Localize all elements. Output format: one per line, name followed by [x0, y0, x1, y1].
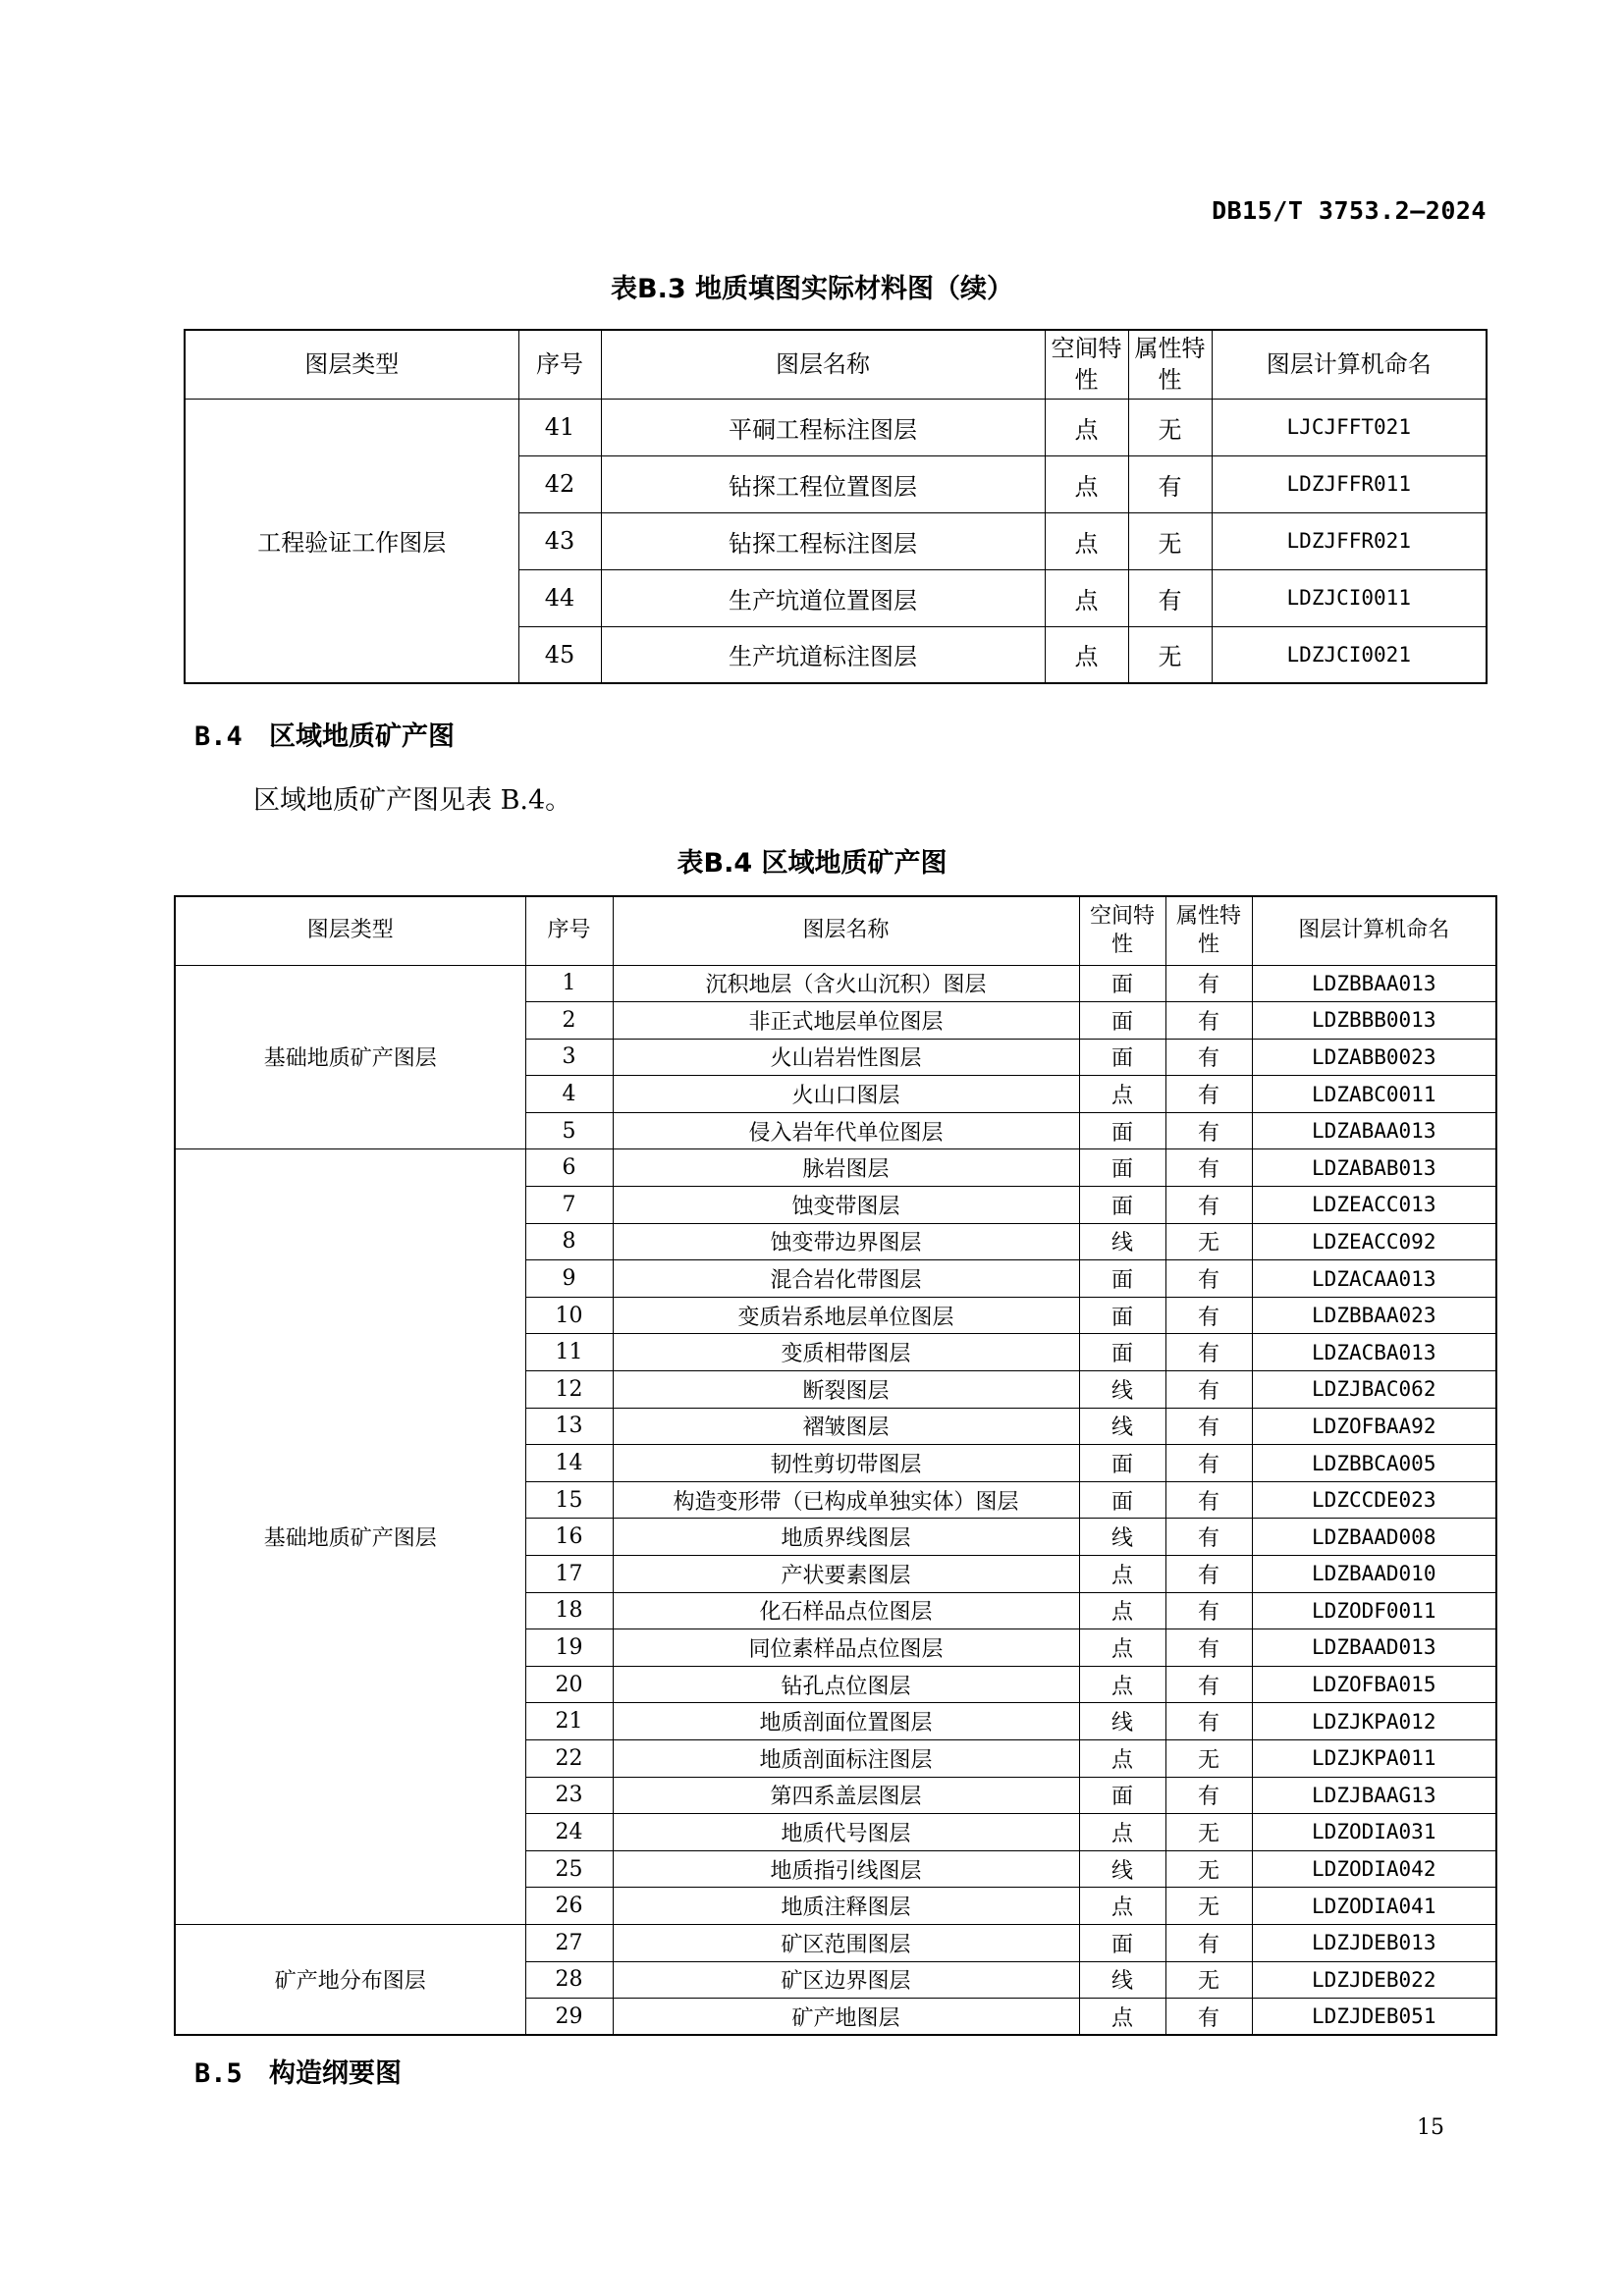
layer-name-cell: 蚀变带边界图层: [613, 1223, 1079, 1260]
spatial-feature-cell: 面: [1079, 1334, 1165, 1371]
spatial-feature-cell: 点: [1079, 1076, 1165, 1113]
row-number-cell: 14: [525, 1445, 613, 1482]
spatial-feature-cell: 面: [1079, 1002, 1165, 1040]
spatial-feature-cell: 点: [1079, 1739, 1165, 1777]
layer-code-cell: LDZODIA041: [1252, 1888, 1496, 1925]
layer-code-cell: LDZBBB0013: [1252, 1002, 1496, 1040]
layer-code-cell: LDZABAA013: [1252, 1112, 1496, 1149]
attribute-feature-cell: 无: [1128, 626, 1212, 683]
spatial-feature-cell: 点: [1079, 1999, 1165, 2036]
row-number-cell: 7: [525, 1187, 613, 1224]
spatial-feature-cell: 面: [1079, 1924, 1165, 1961]
attribute-feature-cell: 有: [1165, 1519, 1252, 1556]
layer-name-cell: 侵入岩年代单位图层: [613, 1112, 1079, 1149]
layer-code-cell: LDZBBAA023: [1252, 1297, 1496, 1334]
layer-type-cell: 矿产地分布图层: [175, 1924, 525, 2035]
column-header: 图层类型: [185, 330, 518, 399]
row-number-cell: 2: [525, 1002, 613, 1040]
row-number-cell: 23: [525, 1777, 613, 1814]
spatial-feature-cell: 面: [1079, 1445, 1165, 1482]
layer-code-cell: LDZEACC092: [1252, 1223, 1496, 1260]
layer-name-cell: 褶皱图层: [613, 1408, 1079, 1445]
attribute-feature-cell: 无: [1165, 1850, 1252, 1888]
document-code: DB15/T 3753.2—2024: [1212, 196, 1487, 225]
layer-code-cell: LDZJBAAG13: [1252, 1777, 1496, 1814]
attribute-feature-cell: 无: [1165, 1814, 1252, 1851]
row-number-cell: 27: [525, 1924, 613, 1961]
section-number: B.4: [194, 721, 243, 752]
attribute-feature-cell: 无: [1165, 1961, 1252, 1999]
layer-name-cell: 地质代号图层: [613, 1814, 1079, 1851]
row-number-cell: 24: [525, 1814, 613, 1851]
attribute-feature-cell: 有: [1165, 1445, 1252, 1482]
layer-name-cell: 火山口图层: [613, 1076, 1079, 1113]
attribute-feature-cell: 有: [1165, 1999, 1252, 2036]
attribute-feature-cell: 无: [1128, 399, 1212, 455]
column-header: 属性特性: [1128, 330, 1212, 399]
row-number-cell: 28: [525, 1961, 613, 1999]
spatial-feature-cell: 面: [1079, 1297, 1165, 1334]
table-row: [175, 965, 1496, 1002]
attribute-feature-cell: 有: [1165, 1002, 1252, 1040]
row-number-cell: 29: [525, 1999, 613, 2036]
layer-name-cell: 火山岩岩性图层: [613, 1039, 1079, 1076]
row-number-cell: 4: [525, 1076, 613, 1113]
layer-code-cell: LDZBBAA013: [1252, 965, 1496, 1002]
table-row: [185, 399, 1487, 455]
layer-code-cell: LDZCCDE023: [1252, 1481, 1496, 1519]
layer-code-cell: LJCJFFT021: [1212, 399, 1487, 455]
layer-code-cell: LDZACAA013: [1252, 1260, 1496, 1298]
row-number-cell: 1: [525, 965, 613, 1002]
attribute-feature-cell: 有: [1165, 1371, 1252, 1409]
row-number-cell: 12: [525, 1371, 613, 1409]
layer-code-cell: LDZJCI0011: [1212, 569, 1487, 626]
row-number-cell: 21: [525, 1703, 613, 1740]
layer-name-cell: 钻探工程标注图层: [601, 512, 1045, 569]
layer-code-cell: LDZOFBA015: [1252, 1666, 1496, 1703]
attribute-feature-cell: 有: [1165, 1592, 1252, 1629]
attribute-feature-cell: 有: [1128, 455, 1212, 512]
spatial-feature-cell: 面: [1079, 1039, 1165, 1076]
table-b3-caption: 表B.3 地质填图实际材料图（续）: [610, 274, 1014, 304]
layer-name-cell: 矿区范围图层: [613, 1924, 1079, 1961]
layer-name-cell: 地质剖面位置图层: [613, 1703, 1079, 1740]
layer-code-cell: LDZODIA031: [1252, 1814, 1496, 1851]
layer-name-cell: 构造变形带（已构成单独实体）图层: [613, 1481, 1079, 1519]
layer-code-cell: LDZEACC013: [1252, 1187, 1496, 1224]
layer-name-cell: 非正式地层单位图层: [613, 1002, 1079, 1040]
attribute-feature-cell: 有: [1165, 1039, 1252, 1076]
row-number-cell: 15: [525, 1481, 613, 1519]
row-number-cell: 44: [518, 569, 601, 626]
layer-code-cell: LDZBBCA005: [1252, 1445, 1496, 1482]
row-number-cell: 41: [518, 399, 601, 455]
attribute-feature-cell: 无: [1165, 1888, 1252, 1925]
spatial-feature-cell: 面: [1079, 1112, 1165, 1149]
layer-code-cell: LDZBAAD013: [1252, 1629, 1496, 1667]
spatial-feature-cell: 线: [1079, 1519, 1165, 1556]
row-number-cell: 25: [525, 1850, 613, 1888]
layer-code-cell: LDZJKPA012: [1252, 1703, 1496, 1740]
spatial-feature-cell: 面: [1079, 1260, 1165, 1298]
table-b3: [184, 329, 1488, 684]
spatial-feature-cell: 点: [1079, 1814, 1165, 1851]
row-number-cell: 16: [525, 1519, 613, 1556]
attribute-feature-cell: 有: [1165, 1297, 1252, 1334]
table-b4-caption: 表B.4 区域地质矿产图: [677, 848, 947, 879]
column-header: 图层计算机命名: [1212, 330, 1487, 399]
layer-name-cell: 化石样品点位图层: [613, 1592, 1079, 1629]
column-header: 空间特性: [1045, 330, 1128, 399]
layer-name-cell: 断裂图层: [613, 1371, 1079, 1409]
column-header: 图层名称: [601, 330, 1045, 399]
spatial-feature-cell: 点: [1045, 512, 1128, 569]
layer-name-cell: 钻孔点位图层: [613, 1666, 1079, 1703]
section-b5-heading: [194, 2052, 402, 2090]
row-number-cell: 45: [518, 626, 601, 683]
row-number-cell: 6: [525, 1149, 613, 1187]
layer-name-cell: 同位素样品点位图层: [613, 1629, 1079, 1667]
spatial-feature-cell: 线: [1079, 1408, 1165, 1445]
section-b4-text: 区域地质矿产图见表 B.4。: [253, 785, 572, 816]
table-b4: [174, 895, 1497, 2036]
layer-code-cell: LDZJDEB013: [1252, 1924, 1496, 1961]
table-row: [175, 1149, 1496, 1187]
layer-name-cell: 第四系盖层图层: [613, 1777, 1079, 1814]
layer-code-cell: LDZABC0011: [1252, 1076, 1496, 1113]
layer-name-cell: 矿区边界图层: [613, 1961, 1079, 1999]
layer-code-cell: LDZOFBAA92: [1252, 1408, 1496, 1445]
attribute-feature-cell: 有: [1165, 1703, 1252, 1740]
row-number-cell: 10: [525, 1297, 613, 1334]
attribute-feature-cell: 有: [1165, 1408, 1252, 1445]
layer-code-cell: LDZJBAC062: [1252, 1371, 1496, 1409]
layer-code-cell: LDZJDEB022: [1252, 1961, 1496, 1999]
attribute-feature-cell: 有: [1165, 1777, 1252, 1814]
layer-code-cell: LDZJDEB051: [1252, 1999, 1496, 2036]
row-number-cell: 22: [525, 1739, 613, 1777]
row-number-cell: 19: [525, 1629, 613, 1667]
spatial-feature-cell: 点: [1079, 1888, 1165, 1925]
layer-code-cell: LDZODIA042: [1252, 1850, 1496, 1888]
column-header: 序号: [525, 896, 613, 965]
layer-name-cell: 地质注释图层: [613, 1888, 1079, 1925]
layer-code-cell: LDZABAB013: [1252, 1149, 1496, 1187]
row-number-cell: 26: [525, 1888, 613, 1925]
row-number-cell: 5: [525, 1112, 613, 1149]
layer-name-cell: 地质界线图层: [613, 1519, 1079, 1556]
spatial-feature-cell: 点: [1079, 1592, 1165, 1629]
layer-name-cell: 生产坑道位置图层: [601, 569, 1045, 626]
attribute-feature-cell: 无: [1128, 512, 1212, 569]
layer-name-cell: 变质岩系地层单位图层: [613, 1297, 1079, 1334]
column-header: 属性特性: [1165, 896, 1252, 965]
layer-name-cell: 平硐工程标注图层: [601, 399, 1045, 455]
row-number-cell: 17: [525, 1556, 613, 1593]
layer-name-cell: 混合岩化带图层: [613, 1260, 1079, 1298]
layer-name-cell: 蚀变带图层: [613, 1187, 1079, 1224]
layer-name-cell: 地质剖面标注图层: [613, 1739, 1079, 1777]
row-number-cell: 9: [525, 1260, 613, 1298]
spatial-feature-cell: 线: [1079, 1961, 1165, 1999]
layer-code-cell: LDZACBA013: [1252, 1334, 1496, 1371]
layer-code-cell: LDZBAAD008: [1252, 1519, 1496, 1556]
column-header: 图层类型: [175, 896, 525, 965]
spatial-feature-cell: 面: [1079, 1777, 1165, 1814]
column-header: 序号: [518, 330, 601, 399]
spatial-feature-cell: 线: [1079, 1223, 1165, 1260]
column-header: 空间特性: [1079, 896, 1165, 965]
attribute-feature-cell: 有: [1165, 1666, 1252, 1703]
attribute-feature-cell: 有: [1165, 1334, 1252, 1371]
layer-code-cell: LDZJCI0021: [1212, 626, 1487, 683]
layer-name-cell: 地质指引线图层: [613, 1850, 1079, 1888]
spatial-feature-cell: 点: [1079, 1629, 1165, 1667]
attribute-feature-cell: 有: [1165, 965, 1252, 1002]
spatial-feature-cell: 点: [1079, 1666, 1165, 1703]
section-title: 构造纲要图: [269, 2058, 402, 2089]
layer-type-cell: 工程验证工作图层: [185, 399, 518, 683]
layer-name-cell: 脉岩图层: [613, 1149, 1079, 1187]
attribute-feature-cell: 无: [1165, 1739, 1252, 1777]
layer-name-cell: 沉积地层（含火山沉积）图层: [613, 965, 1079, 1002]
layer-code-cell: LDZBAAD010: [1252, 1556, 1496, 1593]
table-row: [175, 1924, 1496, 1961]
spatial-feature-cell: 线: [1079, 1371, 1165, 1409]
attribute-feature-cell: 有: [1165, 1629, 1252, 1667]
spatial-feature-cell: 面: [1079, 1187, 1165, 1224]
layer-code-cell: LDZJFFR011: [1212, 455, 1487, 512]
row-number-cell: 13: [525, 1408, 613, 1445]
spatial-feature-cell: 点: [1045, 399, 1128, 455]
row-number-cell: 3: [525, 1039, 613, 1076]
layer-code-cell: LDZJFFR021: [1212, 512, 1487, 569]
column-header: 图层名称: [613, 896, 1079, 965]
spatial-feature-cell: 点: [1079, 1556, 1165, 1593]
attribute-feature-cell: 有: [1165, 1556, 1252, 1593]
row-number-cell: 18: [525, 1592, 613, 1629]
attribute-feature-cell: 有: [1128, 569, 1212, 626]
layer-name-cell: 变质相带图层: [613, 1334, 1079, 1371]
layer-type-cell: 基础地质矿产图层: [175, 1149, 525, 1924]
layer-name-cell: 产状要素图层: [613, 1556, 1079, 1593]
row-number-cell: 43: [518, 512, 601, 569]
attribute-feature-cell: 有: [1165, 1187, 1252, 1224]
spatial-feature-cell: 线: [1079, 1850, 1165, 1888]
attribute-feature-cell: 有: [1165, 1149, 1252, 1187]
section-number: B.5: [194, 2058, 243, 2089]
layer-code-cell: LDZJKPA011: [1252, 1739, 1496, 1777]
table-header-row: [175, 896, 1496, 965]
table-header-row: [185, 330, 1487, 399]
spatial-feature-cell: 点: [1045, 569, 1128, 626]
spatial-feature-cell: 点: [1045, 455, 1128, 512]
attribute-feature-cell: 有: [1165, 1076, 1252, 1113]
spatial-feature-cell: 线: [1079, 1703, 1165, 1740]
layer-name-cell: 生产坑道标注图层: [601, 626, 1045, 683]
row-number-cell: 8: [525, 1223, 613, 1260]
layer-name-cell: 钻探工程位置图层: [601, 455, 1045, 512]
attribute-feature-cell: 有: [1165, 1260, 1252, 1298]
row-number-cell: 20: [525, 1666, 613, 1703]
layer-name-cell: 矿产地图层: [613, 1999, 1079, 2036]
layer-code-cell: LDZODF0011: [1252, 1592, 1496, 1629]
attribute-feature-cell: 有: [1165, 1481, 1252, 1519]
spatial-feature-cell: 面: [1079, 1149, 1165, 1187]
layer-type-cell: 基础地质矿产图层: [175, 965, 525, 1149]
column-header: 图层计算机命名: [1252, 896, 1496, 965]
attribute-feature-cell: 无: [1165, 1223, 1252, 1260]
section-b4-heading: [194, 715, 455, 753]
row-number-cell: 42: [518, 455, 601, 512]
spatial-feature-cell: 面: [1079, 1481, 1165, 1519]
layer-code-cell: LDZABB0023: [1252, 1039, 1496, 1076]
layer-name-cell: 韧性剪切带图层: [613, 1445, 1079, 1482]
attribute-feature-cell: 有: [1165, 1112, 1252, 1149]
spatial-feature-cell: 面: [1079, 965, 1165, 1002]
spatial-feature-cell: 点: [1045, 626, 1128, 683]
attribute-feature-cell: 有: [1165, 1924, 1252, 1961]
page-number: 15: [1417, 2115, 1444, 2140]
section-title: 区域地质矿产图: [269, 721, 455, 752]
row-number-cell: 11: [525, 1334, 613, 1371]
